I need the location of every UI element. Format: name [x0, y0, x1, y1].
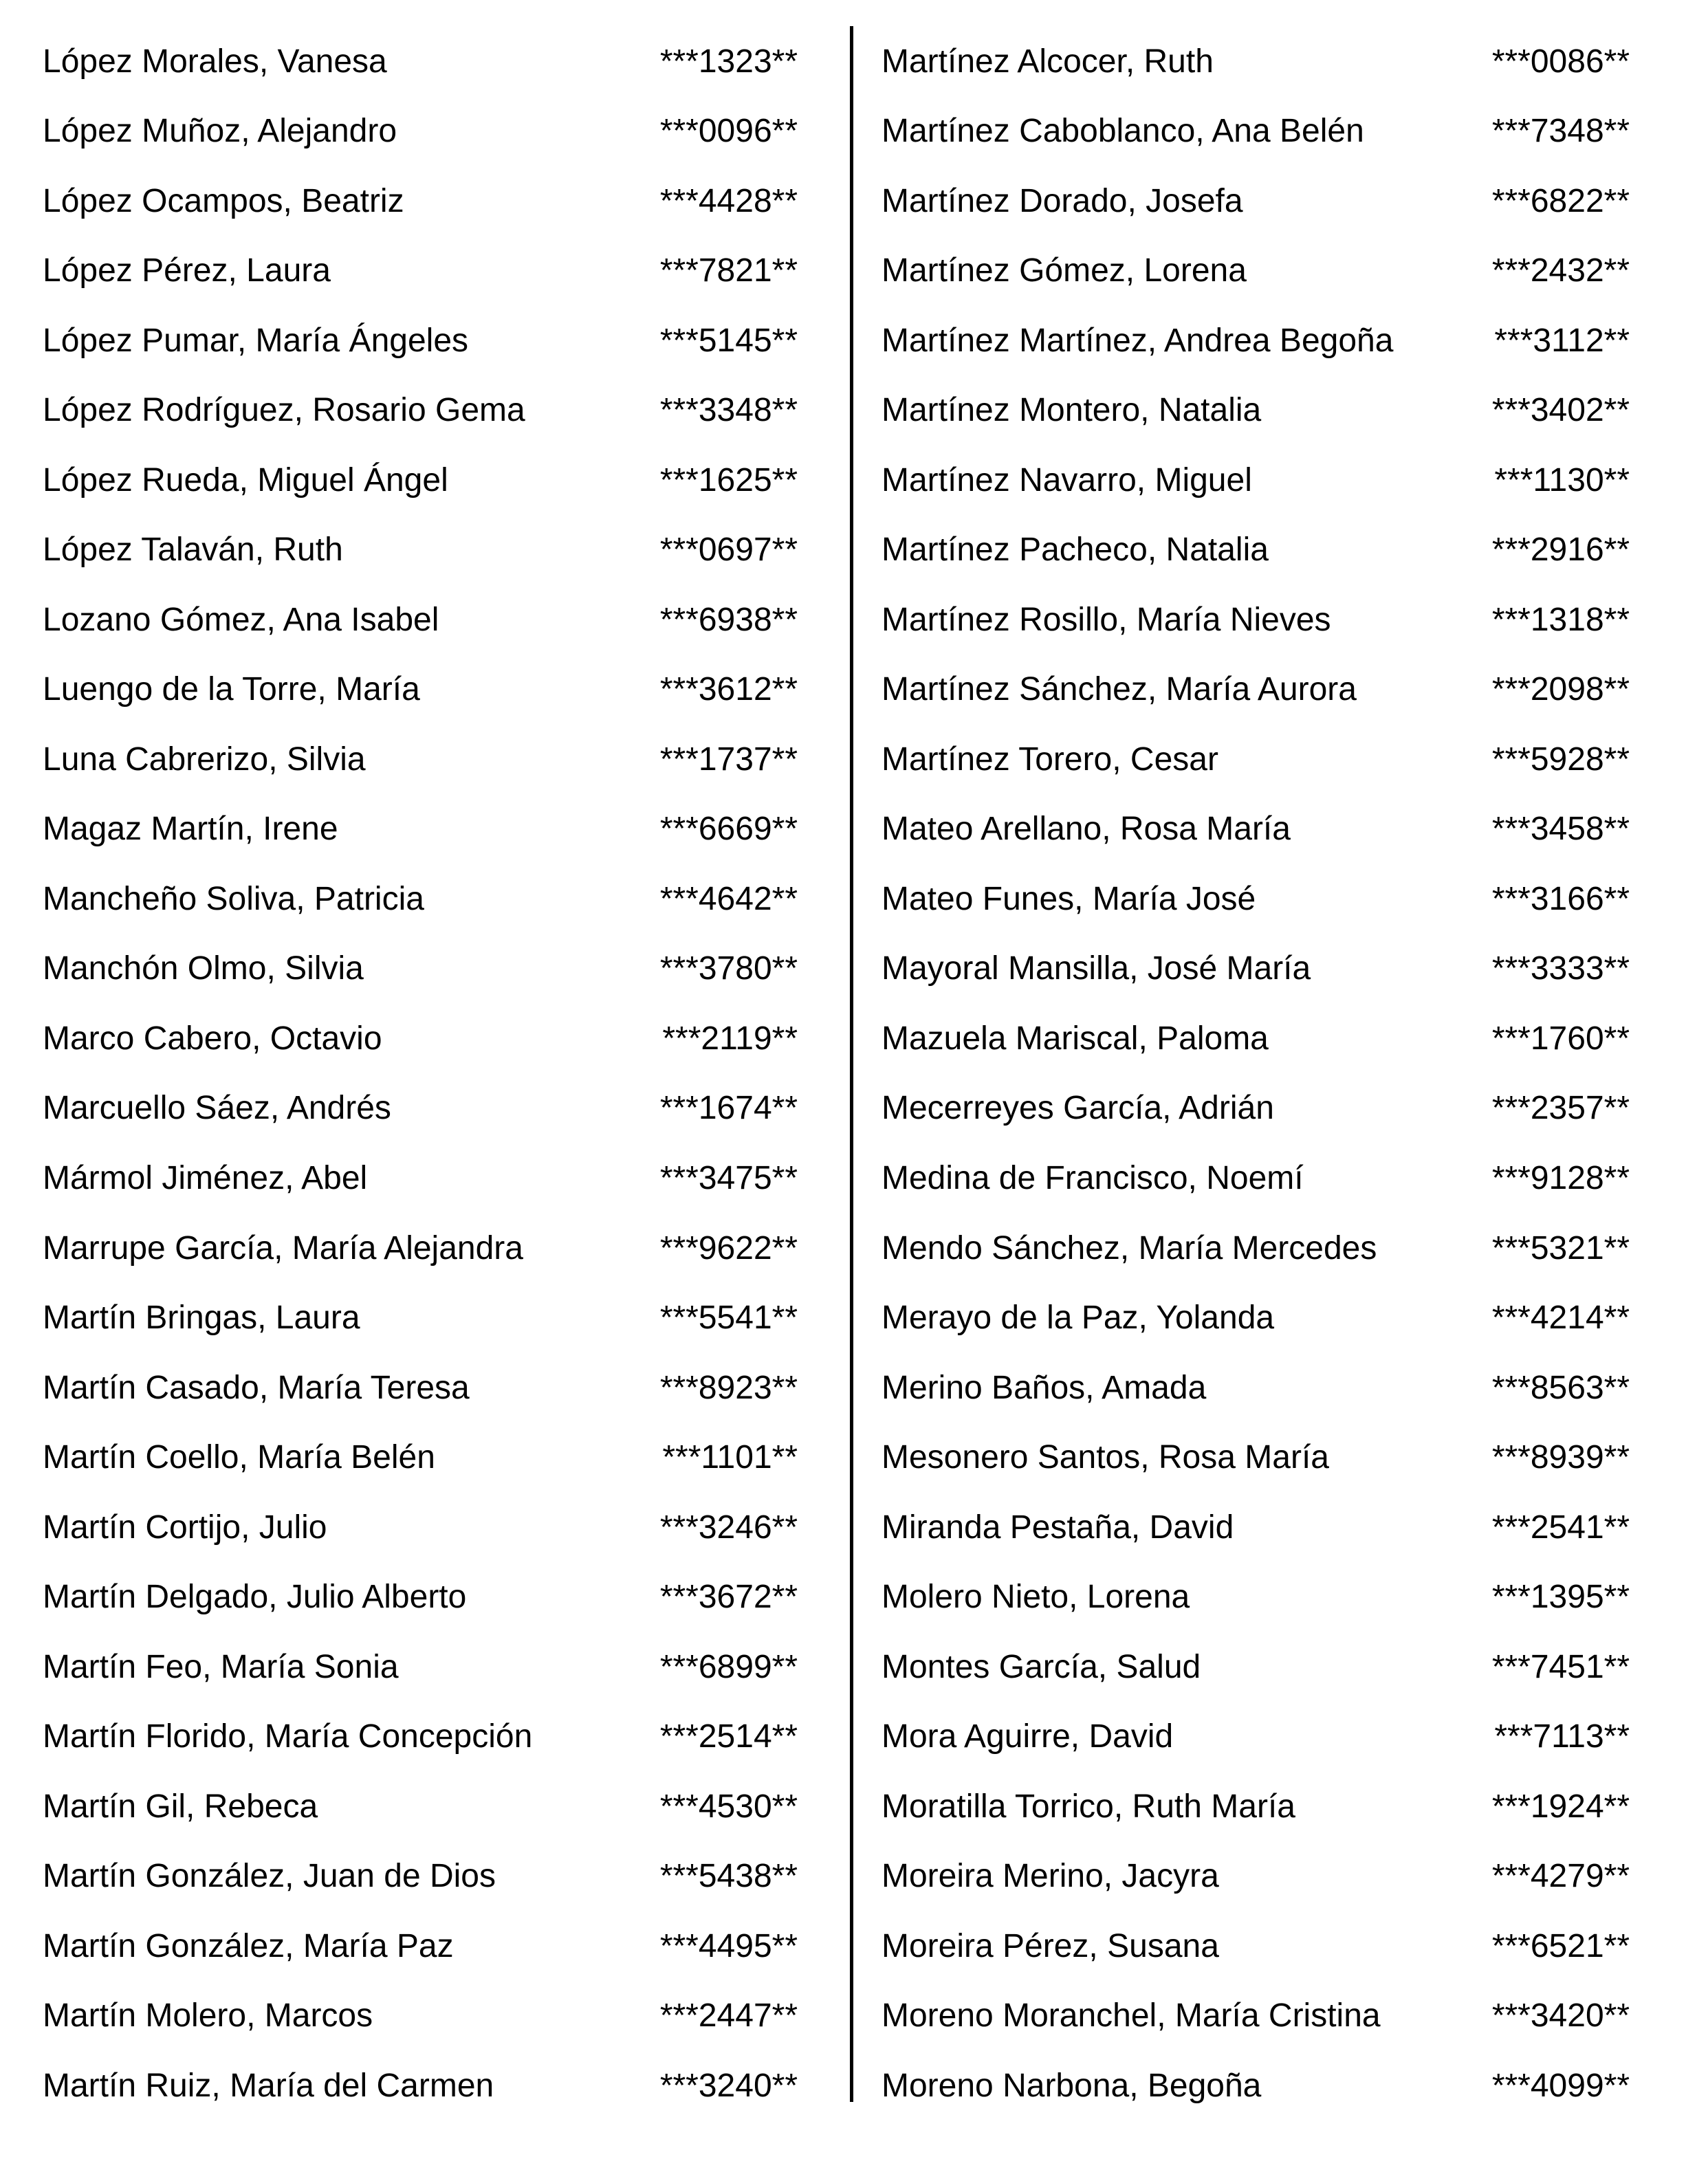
masked-id-number: ***7113**: [1494, 1718, 1630, 1755]
person-name: Mateo Funes, María José: [882, 880, 1256, 917]
person-name: Mesonero Santos, Rosa María: [882, 1439, 1329, 1476]
roster-row: [43, 934, 798, 1005]
person-name: Martín Cortijo, Julio: [43, 1509, 327, 1546]
roster-row: [882, 725, 1630, 795]
masked-id-number: ***2357**: [1491, 1090, 1630, 1127]
masked-id-number: ***3240**: [659, 2067, 798, 2104]
masked-id-number: ***4495**: [659, 1927, 798, 1964]
roster-row: [43, 1214, 798, 1284]
masked-id-number: ***2514**: [659, 1718, 798, 1755]
roster-row: [882, 166, 1630, 237]
person-name: Mendo Sánchez, María Mercedes: [882, 1229, 1377, 1267]
person-name: Martínez Caboblanco, Ana Belén: [882, 113, 1364, 150]
person-name: Martín Molero, Marcos: [43, 1997, 373, 2035]
left-column: [43, 0, 798, 2120]
masked-id-number: ***0697**: [659, 531, 798, 569]
masked-id-number: ***2916**: [1491, 531, 1630, 569]
person-name: Magaz Martín, Irene: [43, 811, 338, 848]
masked-id-number: ***5541**: [659, 1300, 798, 1337]
roster-row: [43, 516, 798, 586]
masked-id-number: ***0096**: [659, 113, 798, 150]
roster-row: [882, 376, 1630, 446]
person-name: López Ocampos, Beatriz: [43, 182, 404, 219]
person-name: Moratilla Torrico, Ruth María: [882, 1788, 1295, 1825]
roster-row: [882, 97, 1630, 167]
person-name: Montes García, Salud: [882, 1648, 1201, 1685]
person-name: Merino Baños, Amada: [882, 1369, 1207, 1406]
person-name: Molero Nieto, Lorena: [882, 1579, 1190, 1616]
person-name: Martín Casado, María Teresa: [43, 1369, 470, 1406]
person-name: Marcuello Sáez, Andrés: [43, 1090, 391, 1127]
masked-id-number: ***3612**: [659, 671, 798, 708]
roster-row: [43, 1143, 798, 1214]
person-name: López Rueda, Miguel Ángel: [43, 461, 448, 498]
person-name: Martín Gil, Rebeca: [43, 1788, 318, 1825]
masked-id-number: ***3333**: [1491, 950, 1630, 987]
person-name: López Morales, Vanesa: [43, 43, 387, 80]
person-name: Martínez Navarro, Miguel: [882, 461, 1252, 498]
roster-row: [882, 1423, 1630, 1493]
person-name: Martínez Alcocer, Ruth: [882, 43, 1214, 80]
roster-row: [43, 446, 798, 516]
person-name: Mancheño Soliva, Patricia: [43, 880, 424, 917]
person-name: Lozano Gómez, Ana Isabel: [43, 601, 439, 638]
masked-id-number: ***4099**: [1491, 2067, 1630, 2104]
person-name: Moreira Merino, Jacyra: [882, 1858, 1219, 1895]
roster-row: [43, 1283, 798, 1353]
roster-row: [882, 585, 1630, 655]
masked-id-number: ***7821**: [659, 252, 798, 289]
masked-id-number: ***6822**: [1491, 182, 1630, 219]
person-name: Martín Ruiz, María del Carmen: [43, 2067, 494, 2104]
roster-row: [43, 166, 798, 237]
masked-id-number: ***1924**: [1491, 1788, 1630, 1825]
person-name: Martín González, Juan de Dios: [43, 1858, 496, 1895]
masked-id-number: ***3458**: [1491, 811, 1630, 848]
roster-row: [882, 516, 1630, 586]
masked-id-number: ***3348**: [659, 392, 798, 429]
roster-row: [882, 1074, 1630, 1144]
masked-id-number: ***8939**: [1491, 1439, 1630, 1476]
masked-id-number: ***3166**: [1491, 880, 1630, 917]
roster-row: [43, 1772, 798, 1842]
roster-row: [43, 725, 798, 795]
roster-row: [43, 1004, 798, 1074]
person-name: Marco Cabero, Octavio: [43, 1020, 382, 1057]
person-name: Martínez Torero, Cesar: [882, 741, 1218, 778]
person-name: Mayoral Mansilla, José María: [882, 950, 1311, 987]
masked-id-number: ***1737**: [659, 741, 798, 778]
masked-id-number: ***1318**: [1491, 601, 1630, 638]
masked-id-number: ***1323**: [659, 43, 798, 80]
roster-row: [43, 1353, 798, 1423]
roster-row: [43, 1562, 798, 1632]
masked-id-number: ***2541**: [1491, 1509, 1630, 1546]
person-name: Martínez Pacheco, Natalia: [882, 531, 1269, 569]
roster-row: [43, 1702, 798, 1772]
person-name: Medina de Francisco, Noemí: [882, 1160, 1304, 1196]
masked-id-number: ***3672**: [659, 1579, 798, 1616]
masked-id-number: ***3112**: [1494, 322, 1630, 359]
masked-id-number: ***7451**: [1491, 1648, 1630, 1685]
masked-id-number: ***1130**: [1494, 461, 1630, 498]
masked-id-number: ***3246**: [659, 1509, 798, 1546]
person-name: Mora Aguirre, David: [882, 1718, 1174, 1755]
roster-row: [882, 1493, 1630, 1563]
person-name: Mármol Jiménez, Abel: [43, 1160, 368, 1196]
roster-row: [43, 1981, 798, 2051]
roster-row: [882, 27, 1630, 97]
roster-row: [882, 1143, 1630, 1214]
masked-id-number: ***8563**: [1491, 1369, 1630, 1406]
column-divider-line: [850, 26, 853, 2102]
masked-id-number: ***3420**: [1491, 1997, 1630, 2035]
roster-row: [43, 27, 798, 97]
roster-row: [43, 795, 798, 865]
masked-id-number: ***0086**: [1491, 43, 1630, 80]
masked-id-number: ***5928**: [1491, 741, 1630, 778]
roster-row: [882, 2051, 1630, 2121]
masked-id-number: ***2098**: [1491, 671, 1630, 708]
person-name: López Muñoz, Alejandro: [43, 113, 397, 150]
person-name: Martín González, María Paz: [43, 1927, 454, 1964]
right-column: [882, 0, 1630, 2120]
roster-row: [43, 2051, 798, 2121]
person-name: Martín Bringas, Laura: [43, 1300, 360, 1337]
person-name: Martínez Gómez, Lorena: [882, 252, 1247, 289]
masked-id-number: ***9128**: [1491, 1160, 1630, 1196]
masked-id-number: ***2432**: [1491, 252, 1630, 289]
person-name: Martín Delgado, Julio Alberto: [43, 1579, 467, 1616]
roster-row: [43, 97, 798, 167]
person-name: Moreno Narbona, Begoña: [882, 2067, 1262, 2104]
masked-id-number: ***1395**: [1491, 1579, 1630, 1616]
roster-row: [882, 795, 1630, 865]
roster-row: [43, 1423, 798, 1493]
person-name: Moreira Pérez, Susana: [882, 1927, 1219, 1964]
roster-row: [43, 864, 798, 934]
person-name: Merayo de la Paz, Yolanda: [882, 1300, 1275, 1337]
roster-row: [882, 655, 1630, 725]
person-name: Martín Coello, María Belén: [43, 1439, 435, 1476]
person-name: Martínez Rosillo, María Nieves: [882, 601, 1331, 638]
roster-row: [43, 1911, 798, 1982]
masked-id-number: ***4428**: [659, 182, 798, 219]
masked-id-number: ***6938**: [659, 601, 798, 638]
person-name: Luengo de la Torre, María: [43, 671, 420, 708]
masked-id-number: ***8923**: [659, 1369, 798, 1406]
roster-row: [43, 585, 798, 655]
masked-id-number: ***3780**: [659, 950, 798, 987]
masked-id-number: ***1101**: [662, 1439, 798, 1476]
masked-id-number: ***9622**: [659, 1229, 798, 1267]
masked-id-number: ***6669**: [659, 811, 798, 848]
roster-row: [43, 1074, 798, 1144]
masked-id-number: ***5438**: [659, 1858, 798, 1895]
roster-row: [882, 237, 1630, 307]
masked-id-number: ***5321**: [1491, 1229, 1630, 1267]
masked-id-number: ***5145**: [659, 322, 798, 359]
person-name: Mazuela Mariscal, Paloma: [882, 1020, 1269, 1057]
masked-id-number: ***3402**: [1491, 392, 1630, 429]
masked-id-number: ***3475**: [659, 1160, 798, 1196]
roster-row: [882, 1562, 1630, 1632]
person-name: Martín Florido, María Concepción: [43, 1718, 533, 1755]
roster-row: [43, 306, 798, 376]
roster-row: [882, 306, 1630, 376]
person-name: Luna Cabrerizo, Silvia: [43, 741, 366, 778]
person-name: Mecerreyes García, Adrián: [882, 1090, 1274, 1127]
roster-row: [882, 864, 1630, 934]
person-name: Manchón Olmo, Silvia: [43, 950, 364, 987]
person-name: Miranda Pestaña, David: [882, 1509, 1234, 1546]
roster-row: [882, 1353, 1630, 1423]
masked-id-number: ***6899**: [659, 1648, 798, 1685]
masked-id-number: ***1674**: [659, 1090, 798, 1127]
masked-id-number: ***1625**: [659, 461, 798, 498]
roster-row: [882, 1632, 1630, 1702]
person-name: Martínez Dorado, Josefa: [882, 182, 1243, 219]
person-name: López Pérez, Laura: [43, 252, 331, 289]
person-name: López Pumar, María Ángeles: [43, 322, 469, 359]
roster-row: [882, 446, 1630, 516]
roster-row: [43, 1493, 798, 1563]
masked-id-number: ***4279**: [1491, 1858, 1630, 1895]
roster-row: [882, 1841, 1630, 1911]
roster-row: [882, 1283, 1630, 1353]
person-name: López Rodríguez, Rosario Gema: [43, 392, 525, 429]
roster-row: [882, 1004, 1630, 1074]
masked-id-number: ***7348**: [1491, 113, 1630, 150]
roster-row: [43, 376, 798, 446]
roster-row: [43, 1841, 798, 1911]
roster-row: [882, 1981, 1630, 2051]
masked-id-number: ***4530**: [659, 1788, 798, 1825]
masked-id-number: ***2447**: [659, 1997, 798, 2035]
roster-row: [43, 655, 798, 725]
roster-row: [43, 237, 798, 307]
person-name: Martínez Sánchez, María Aurora: [882, 671, 1357, 708]
person-name: Martín Feo, María Sonia: [43, 1648, 399, 1685]
roster-row: [882, 934, 1630, 1005]
person-name: Moreno Moranchel, María Cristina: [882, 1997, 1381, 2035]
masked-id-number: ***4214**: [1491, 1300, 1630, 1337]
roster-row: [43, 1632, 798, 1702]
person-name: López Talaván, Ruth: [43, 531, 343, 569]
masked-id-number: ***1760**: [1491, 1020, 1630, 1057]
person-name: Martínez Martínez, Andrea Begoña: [882, 322, 1394, 359]
masked-id-number: ***4642**: [659, 880, 798, 917]
roster-row: [882, 1214, 1630, 1284]
person-name: Martínez Montero, Natalia: [882, 392, 1262, 429]
masked-id-number: ***6521**: [1491, 1927, 1630, 1964]
person-name: Marrupe García, María Alejandra: [43, 1229, 523, 1267]
roster-row: [882, 1911, 1630, 1982]
masked-id-number: ***2119**: [662, 1020, 798, 1057]
roster-row: [882, 1702, 1630, 1772]
person-name: Mateo Arellano, Rosa María: [882, 811, 1291, 848]
roster-row: [882, 1772, 1630, 1842]
